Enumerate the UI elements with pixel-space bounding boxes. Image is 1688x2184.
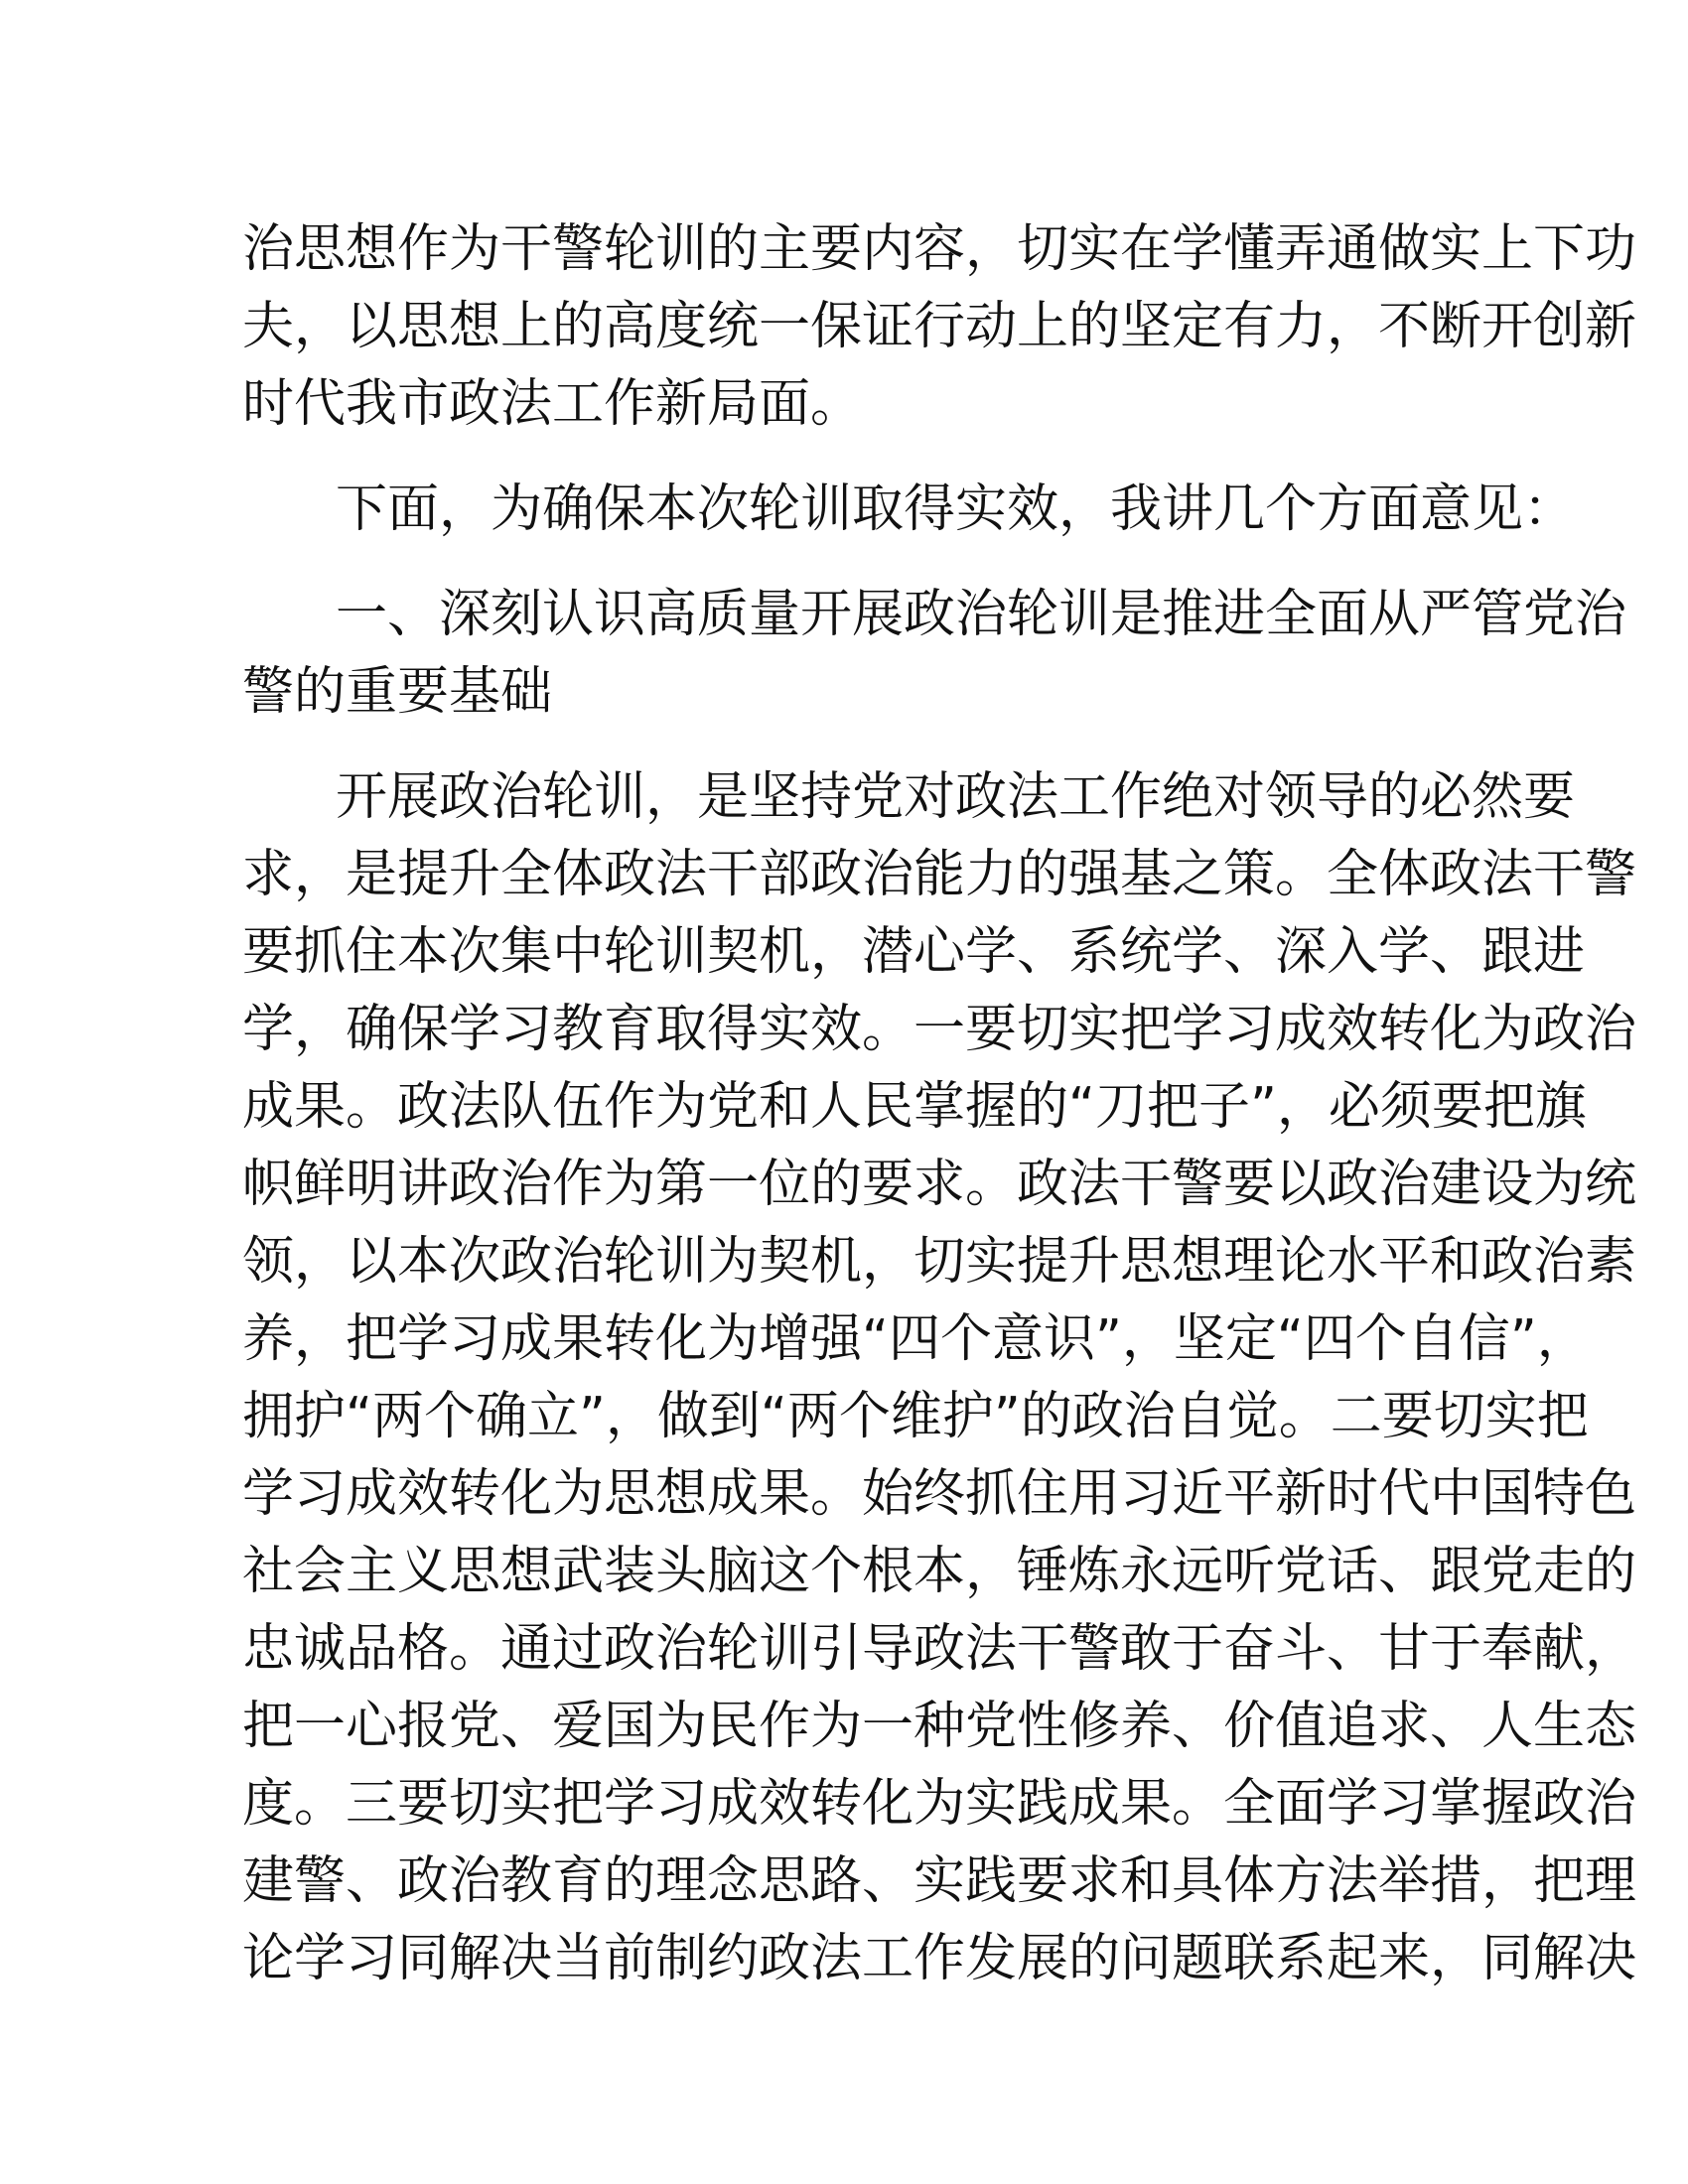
text-line: 忠诚品格。通过政治轮训引导政法干警敢于奋斗、甘于奉献， bbox=[242, 1619, 1637, 1679]
text-line: 时代我市政法工作新局面。 bbox=[242, 374, 863, 434]
text-line: 要抓住本次集中轮训契机，潜心学、系统学、深入学、跟进 bbox=[242, 922, 1586, 982]
text-line: 拥护“两个确立”，做到“两个维护”的政治自觉。二要切实把 bbox=[242, 1387, 1589, 1446]
paragraph-gap bbox=[242, 443, 1450, 471]
paragraph-first-line: 下面，为确保本次轮训取得实效，我讲几个方面意见： bbox=[336, 479, 1576, 539]
text-line: 帜鲜明讲政治作为第一位的要求。政法干警要以政治建设为统 bbox=[242, 1155, 1637, 1214]
text-line: 领，以本次政治轮训为契机，切实提升思想理论水平和政治素 bbox=[242, 1232, 1637, 1292]
paragraph-gap bbox=[242, 548, 1450, 576]
text-line: 论学习同解决当前制约政法工作发展的问题联系起来，同解决 bbox=[242, 1929, 1637, 1988]
text-line: 成果。政法队伍作为党和人民掌握的“刀把子”，必须要把旗 bbox=[242, 1077, 1587, 1137]
text-line: 把一心报党、爱国为民作为一种党性修养、价值追求、人生态 bbox=[242, 1697, 1637, 1756]
text-line: 学习成效转化为思想成果。始终抓住用习近平新时代中国特色 bbox=[242, 1464, 1637, 1524]
text-line: 度。三要切实把学习成效转化为实践成果。全面学习掌握政治 bbox=[242, 1774, 1637, 1834]
paragraph-gap bbox=[242, 731, 1450, 758]
text-line: 夫，以思想上的高度统一保证行动上的坚定有力，不断开创新 bbox=[242, 297, 1637, 356]
text-line: 治思想作为干警轮训的主要内容，切实在学懂弄通做实上下功 bbox=[242, 219, 1637, 279]
text-line: 建警、政治教育的理念思路、实践要求和具体方法举措，把理 bbox=[242, 1851, 1637, 1911]
document-body bbox=[242, 210, 1637, 1997]
section-heading-line: 警的重要基础 bbox=[242, 662, 553, 722]
text-line: 社会主义思想武装头脑这个根本，锤炼永远听党话、跟党走的 bbox=[242, 1542, 1637, 1601]
text-line: 养，把学习成果转化为增强“四个意识”，坚定“四个自信”， bbox=[242, 1309, 1589, 1369]
section-heading-line: 一、深刻认识高质量开展政治轮训是推进全面从严管党治 bbox=[336, 585, 1627, 644]
text-line: 学，确保学习教育取得实效。一要切实把学习成效转化为政治 bbox=[242, 1000, 1637, 1059]
paragraph-first-line: 开展政治轮训，是坚持党对政法工作绝对领导的必然要 bbox=[336, 767, 1576, 827]
text-line: 求，是提升全体政法干部政治能力的强基之策。全体政法干警 bbox=[242, 845, 1637, 904]
